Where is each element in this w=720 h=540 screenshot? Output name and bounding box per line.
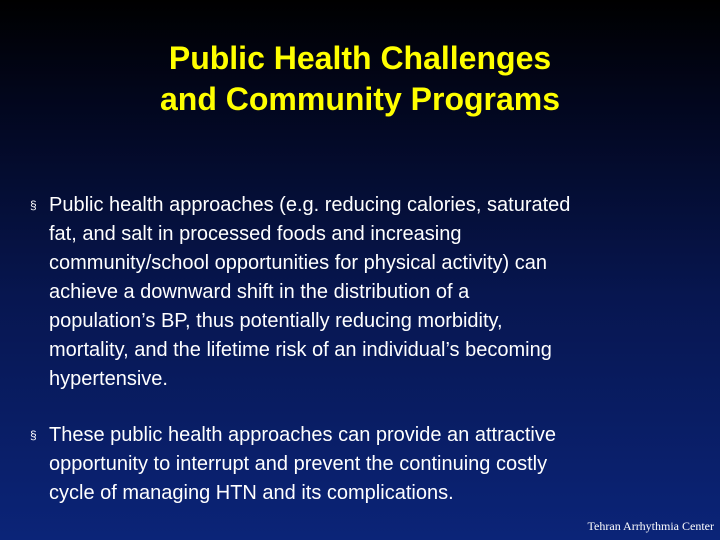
bullet-point-2-text bbox=[49, 421, 690, 508]
bullet-point-1-line-6: mortality, and the lifetime risk of an individual’s becoming bbox=[49, 339, 552, 361]
bullet-point-1 bbox=[30, 191, 690, 394]
bullet-point-1-line-1: Public health approaches (e.g. reducing calories, saturated bbox=[49, 194, 571, 216]
bullet-point-1-text bbox=[49, 191, 690, 394]
bullet-marker-icon: § bbox=[30, 198, 37, 212]
slide-title-line-1: Public Health Challenges bbox=[168, 40, 552, 76]
bullet-point-1-line-4: achieve a downward shift in the distribution of a bbox=[49, 281, 470, 303]
bullet-point-2-line-3: cycle of managing HTN and its complications. bbox=[49, 482, 454, 504]
bullet-point-2 bbox=[30, 421, 690, 508]
bullet-point-1-line-7: hypertensive. bbox=[49, 368, 168, 390]
bullet-point-2-line-2: opportunity to interrupt and prevent the continuing costly bbox=[49, 453, 548, 475]
slide-title bbox=[0, 38, 720, 120]
footer-credit: Tehran Arrhythmia Center bbox=[587, 519, 714, 533]
slide-title-line-2: and Community Programs bbox=[159, 81, 561, 117]
bullet-marker-icon: § bbox=[30, 428, 37, 442]
bullet-point-1-line-3: community/school opportunities for physical activity) can bbox=[49, 252, 547, 274]
bullet-point-2-line-1: These public health approaches can provide an attractive bbox=[49, 424, 556, 446]
bullet-point-1-line-2: fat, and salt in processed foods and increasing bbox=[49, 223, 462, 245]
bullet-point-1-line-5: population’s BP, thus potentially reducing morbidity, bbox=[49, 310, 503, 332]
